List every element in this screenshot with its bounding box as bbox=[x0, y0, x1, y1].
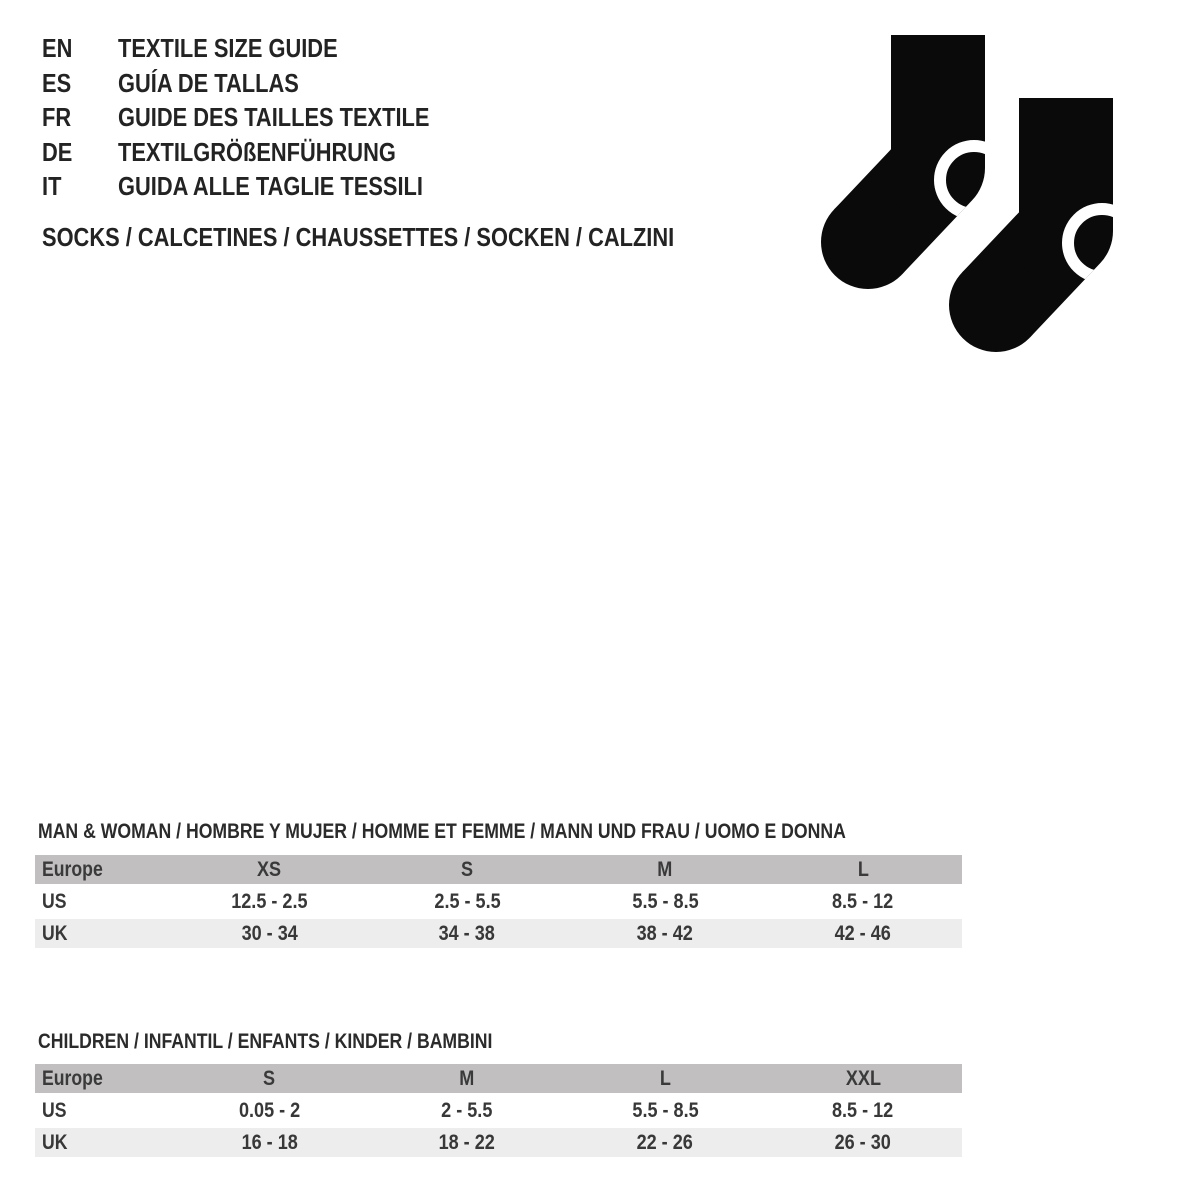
size-value: 22 - 26 bbox=[636, 1130, 694, 1154]
column-header-label: XXL bbox=[845, 1066, 881, 1090]
row-label-text: US bbox=[42, 889, 67, 913]
column-header bbox=[368, 1064, 566, 1093]
language-code: ES bbox=[42, 67, 72, 98]
table-row-uk bbox=[35, 919, 962, 948]
size-value: 34 - 38 bbox=[439, 921, 496, 945]
language-title: GUIDE DES TAILLES TEXTILE bbox=[118, 102, 430, 133]
size-cell bbox=[170, 919, 368, 948]
size-value: 26 - 30 bbox=[834, 1130, 892, 1154]
language-code: IT bbox=[42, 171, 62, 202]
size-value: 18 - 22 bbox=[439, 1130, 496, 1154]
table-header-row bbox=[35, 1064, 962, 1093]
table-header-row bbox=[35, 855, 962, 884]
size-cell bbox=[170, 1096, 368, 1125]
column-header bbox=[35, 1064, 170, 1093]
column-header bbox=[566, 1064, 764, 1093]
row-label-text: US bbox=[42, 1098, 67, 1122]
language-title: GUÍA DE TALLAS bbox=[118, 67, 299, 98]
table-row-us bbox=[35, 887, 962, 916]
table-row-us bbox=[35, 1096, 962, 1125]
size-cell bbox=[566, 887, 764, 916]
size-cell bbox=[764, 1096, 962, 1125]
row-label-text: UK bbox=[42, 921, 68, 945]
size-value: 0.05 - 2 bbox=[238, 1098, 300, 1122]
column-header-label: Europe bbox=[42, 857, 103, 881]
row-label bbox=[35, 919, 170, 948]
size-cell bbox=[170, 1128, 368, 1157]
column-header-label: Europe bbox=[42, 1066, 103, 1090]
row-label-text: UK bbox=[42, 1130, 68, 1154]
size-cell bbox=[764, 919, 962, 948]
socks-icon bbox=[790, 20, 1130, 370]
size-value: 8.5 - 12 bbox=[832, 889, 894, 913]
size-cell bbox=[764, 1128, 962, 1157]
column-header bbox=[170, 1064, 368, 1093]
language-code: DE bbox=[42, 136, 73, 167]
size-value: 5.5 - 8.5 bbox=[631, 889, 699, 913]
column-header-label: S bbox=[461, 857, 474, 881]
column-header-label: S bbox=[263, 1066, 276, 1090]
size-cell bbox=[170, 887, 368, 916]
column-header-label: L bbox=[857, 857, 869, 881]
size-cell bbox=[368, 1096, 566, 1125]
size-cell bbox=[566, 1096, 764, 1125]
column-header-label: M bbox=[657, 857, 673, 881]
size-value: 30 - 34 bbox=[241, 921, 298, 945]
row-label bbox=[35, 1128, 170, 1157]
size-cell bbox=[566, 1128, 764, 1157]
column-header bbox=[35, 855, 170, 884]
language-code: EN bbox=[42, 33, 73, 63]
column-header bbox=[764, 1064, 962, 1093]
size-value: 8.5 - 12 bbox=[832, 1098, 894, 1122]
column-header bbox=[170, 855, 368, 884]
column-header-label: M bbox=[459, 1066, 475, 1090]
table-title-children: CHILDREN / INFANTIL / ENFANTS / KINDER / BAMBINI bbox=[38, 1030, 493, 1053]
size-table-adults bbox=[35, 852, 962, 951]
language-title: GUIDA ALLE TAGLIE TESSILI bbox=[118, 171, 423, 202]
language-title: TEXTILE SIZE GUIDE bbox=[118, 33, 338, 63]
size-value: 5.5 - 8.5 bbox=[631, 1098, 699, 1122]
size-value: 16 - 18 bbox=[241, 1130, 298, 1154]
column-header bbox=[764, 855, 962, 884]
table-row-uk bbox=[35, 1128, 962, 1157]
column-header bbox=[368, 855, 566, 884]
category-line: SOCKS / CALCETINES / CHAUSSETTES / SOCKEN / CALZINI bbox=[42, 222, 675, 252]
column-header-label: XS bbox=[257, 857, 282, 881]
table-title-adults: MAN & WOMAN / HOMBRE Y MUJER / HOMME ET FEMME / MANN UND FRAU / UOMO E DONNA bbox=[38, 820, 846, 843]
size-value: 2 - 5.5 bbox=[441, 1098, 493, 1122]
column-header-label: L bbox=[659, 1066, 671, 1090]
size-cell bbox=[368, 887, 566, 916]
size-cell bbox=[368, 919, 566, 948]
size-cell bbox=[566, 919, 764, 948]
size-value: 38 - 42 bbox=[636, 921, 694, 945]
size-cell bbox=[764, 887, 962, 916]
language-title: TEXTILGRÖßENFÜHRUNG bbox=[118, 136, 396, 167]
size-value: 42 - 46 bbox=[834, 921, 892, 945]
size-value: 2.5 - 5.5 bbox=[434, 889, 501, 913]
column-header bbox=[566, 855, 764, 884]
size-cell bbox=[368, 1128, 566, 1157]
language-code: FR bbox=[42, 102, 72, 133]
size-table-children bbox=[35, 1061, 962, 1160]
row-label bbox=[35, 1096, 170, 1125]
sock-left bbox=[821, 35, 1008, 289]
row-label bbox=[35, 887, 170, 916]
size-value: 12.5 - 2.5 bbox=[231, 889, 308, 913]
